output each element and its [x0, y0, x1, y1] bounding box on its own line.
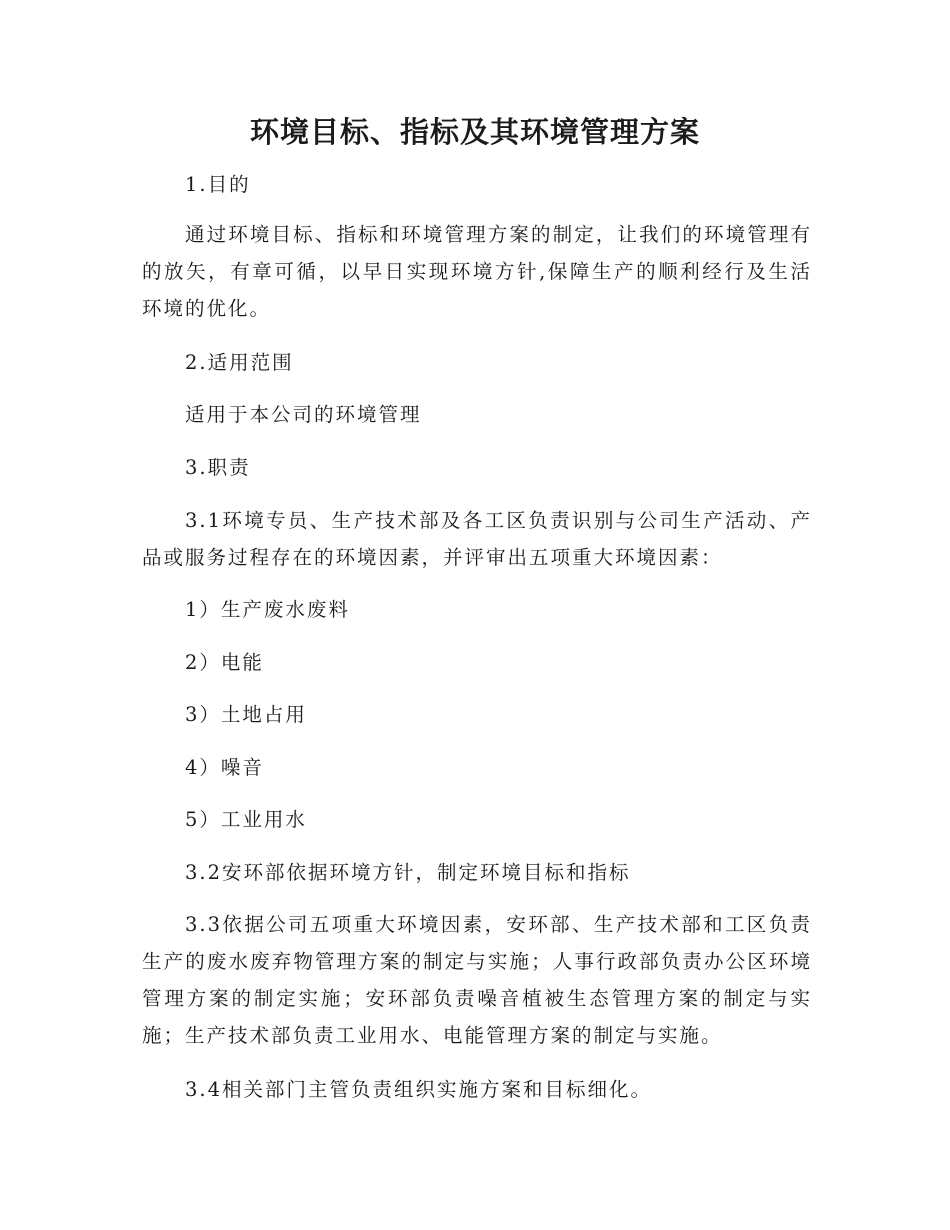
paragraph-3-3: 3.3依据公司五项重大环境因素，安环部、生产技术部和工区负责生产的废水废弃物管理方案的制定与实施；人事行政部负责办公区环境管理方案的制定实施；安环部负责噪音植被生态管理方案的制定与实施；生产技术部负责工业用水、电能管理方案的制定与实施。: [142, 913, 812, 1047]
section-heading-responsibilities: 3.职责: [185, 456, 251, 479]
section-heading-scope: 2.适用范围: [185, 351, 294, 374]
paragraph-3-1: 3.1环境专员、生产技术部及各工区负责识别与公司生产活动、产品或服务过程存在的环境因素，并评审出五项重大环境因素：: [142, 509, 812, 569]
list-item-4: 4）噪音: [185, 756, 264, 779]
list-item-3: 3）土地占用: [185, 703, 307, 726]
list-item-2: 2）电能: [185, 651, 264, 674]
list-item-1: 1）生产废水废料: [185, 598, 350, 621]
paragraph-3-4: 3.4相关部门主管负责组织实施方案和目标细化。: [185, 1078, 653, 1101]
paragraph-purpose: 通过环境目标、指标和环境管理方案的制定，让我们的环境管理有的放矢，有章可循，以早日实现环境方针,保障生产的顺利经行及生活环境的优化。: [142, 223, 812, 320]
paragraph-3-2: 3.2安环部依据环境方针，制定环境目标和指标: [185, 861, 631, 884]
paragraph-scope: 适用于本公司的环境管理: [185, 403, 422, 426]
document-title: 环境目标、指标及其环境管理方案: [249, 115, 700, 149]
list-item-5: 5）工业用水: [185, 808, 307, 831]
section-heading-purpose: 1.目的: [185, 173, 251, 196]
